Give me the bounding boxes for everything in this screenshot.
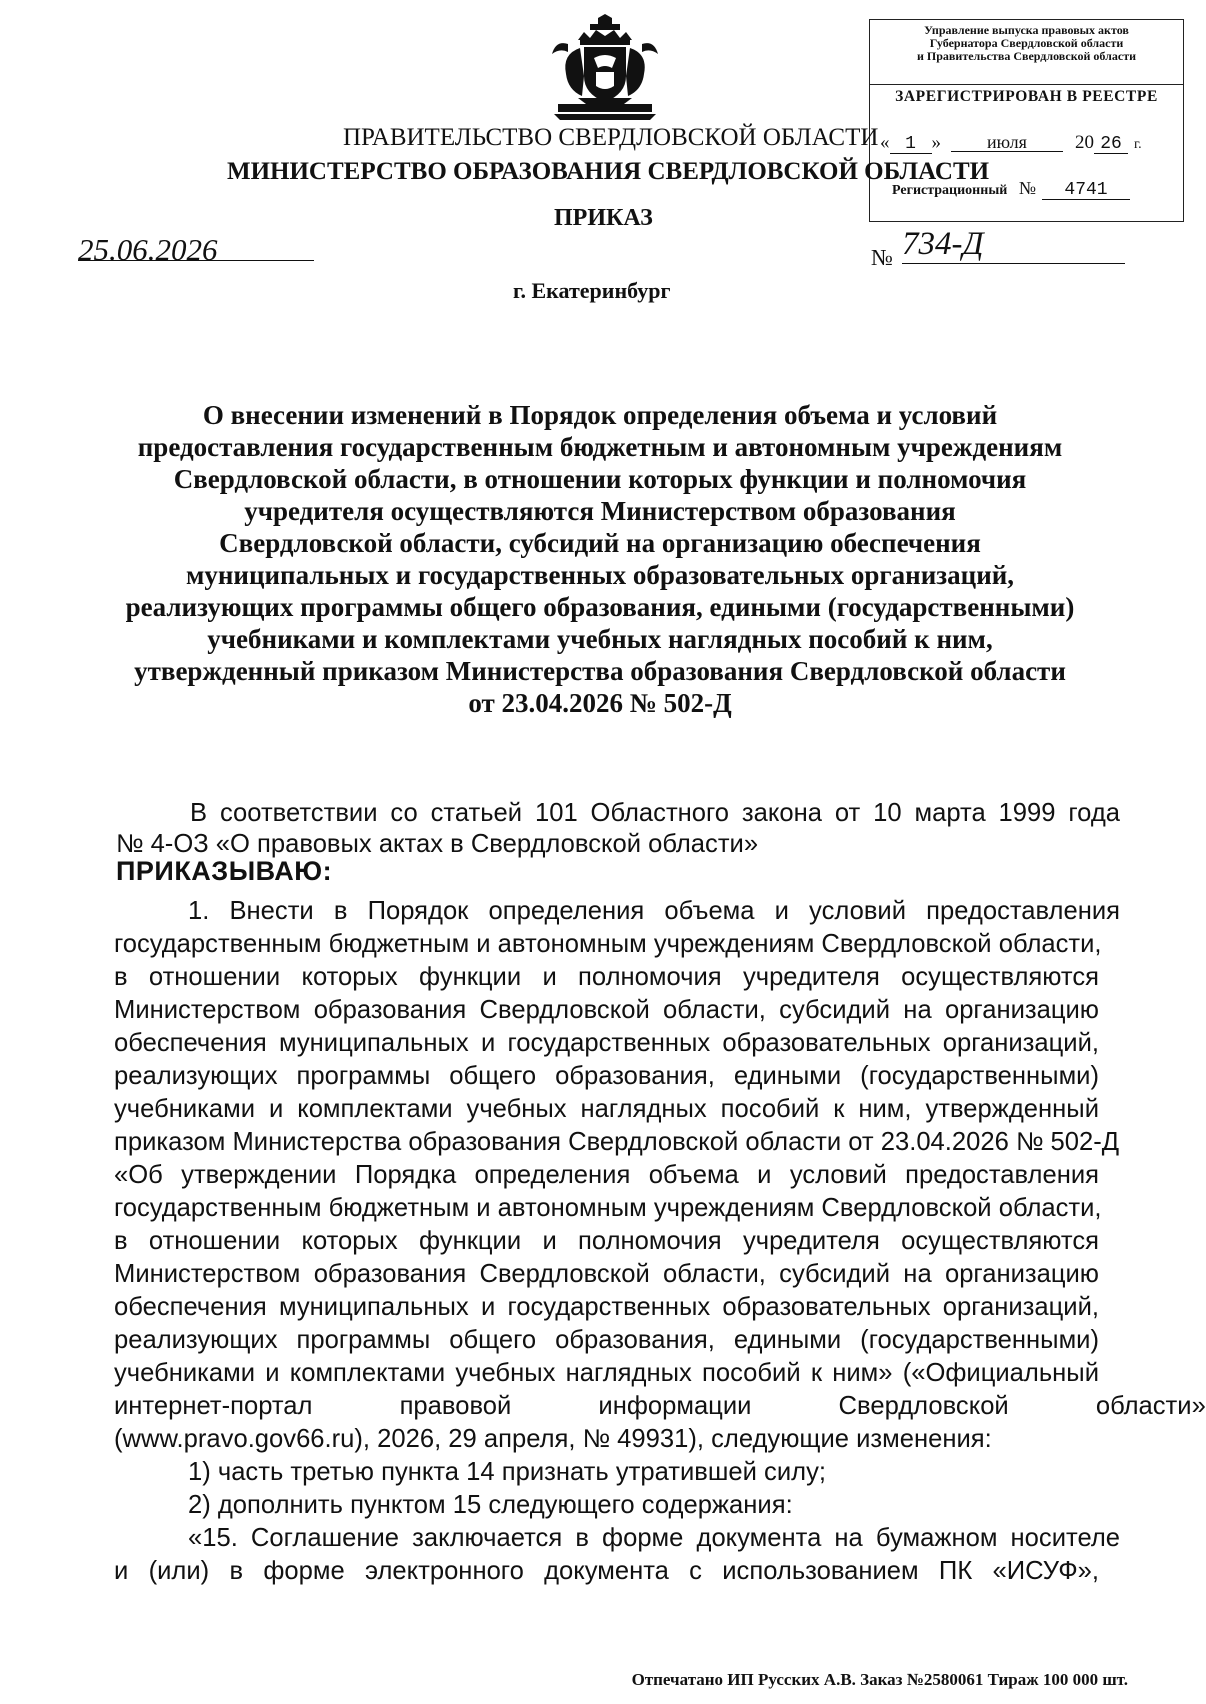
item1-line: (www.pravo.gov66.ru), 2026, 29 апреля, № 49931), следующие изменения: [114,1425,992,1453]
item1-line: 1. Внести в Порядок определения объема и условий предоставления [188,897,1120,925]
order-word: ПРИКАЗЫВАЮ: [116,856,333,886]
print-note: Отпечатано ИП Русских А.В. Заказ №2580061 Тираж 100 000 шт. [631,1670,1128,1689]
registry-department-line: и Правительства Свердловской области [917,49,1136,63]
item1-line: Министерством образования Свердловской области, субсидий на организацию [114,996,1099,1024]
subject-line: реализующих программы общего образования, едиными (государственными) [125,592,1075,622]
item1-line: в отношении которых функции и полномочия учредителя осуществляются [114,963,1099,991]
order-subject [100,399,1100,719]
preamble-line: В соответствии со статьей 101 Областного закона от 10 марта 1999 года [190,799,1120,827]
subject-line: предоставления государственным бюджетным и автономным учреждениям [137,432,1063,462]
order-date-handwritten: 25.06.2026 [78,232,218,267]
registry-department-line: Управление выпуска правовых актов [924,23,1129,37]
government-name: ПРАВИТЕЛЬСТВО СВЕРДЛОВСКОЙ ОБЛАСТИ [343,124,879,151]
preamble-line: № 4-ОЗ «О правовых актах в Свердловской области» [116,830,759,858]
item1-line: реализующих программы общего образования, едиными (государственными) [114,1062,1099,1090]
subject-line: от 23.04.2026 № 502-Д [468,688,732,718]
subject-line: учебниками и комплектами учебных наглядных пособий к ним, [207,624,993,654]
order-number-label: № [871,245,893,270]
registry-year-prefix: 20 [1075,132,1094,153]
registry-month: июля [951,133,1063,152]
coat-of-arms-emblem [538,14,672,122]
item1-line: учебниками и комплектами учебных наглядных пособий к ним, утвержденный [114,1095,1099,1123]
item1-line: приказом Министерства образования Свердловской области от 23.04.2026 № 502-Д [114,1128,1120,1156]
registry-stamp [869,19,1184,222]
registry-department-line: Губернатора Свердловской области [929,36,1124,50]
order-number-handwritten: 734-Д [902,226,984,262]
registry-title: ЗАРЕГИСТРИРОВАН В РЕЕСТРЕ [895,88,1158,105]
registry-department [870,24,1183,63]
registry-number-value: 4741 [1042,181,1130,200]
item1-line: Министерством образования Свердловской области, субсидий на организацию [114,1260,1099,1288]
registry-number-sign: № [1018,178,1037,198]
subject-line: утвержденный приказом Министерства образования Свердловской области [134,656,1066,686]
order-date-underline [78,260,314,261]
ministry-name: МИНИСТЕРСТВО ОБРАЗОВАНИЯ СВЕРДЛОВСКОЙ ОБЛАСТИ [227,158,990,185]
item1-line: учебниками и комплектами учебных наглядных пособий к ним» («Официальный [114,1359,1099,1387]
subitem-2: 2) дополнить пунктом 15 следующего содержания: [188,1491,793,1519]
order-number-underline [902,263,1125,264]
item1-line: государственным бюджетным и автономным учреждениям Свердловской области, [114,1194,1102,1222]
registry-year-unit: г. [1134,137,1142,152]
item1-line: реализующих программы общего образования, едиными (государственными) [114,1326,1099,1354]
registry-number-label: Регистрационный [892,183,1008,198]
item1-line: «Об утверждении Порядка определения объема и условий предоставления [114,1161,1099,1189]
item1-line: государственным бюджетным и автономным учреждениям Свердловской области, [114,930,1102,958]
subitem-1: 1) часть третью пункта 14 признать утратившей силу; [188,1458,826,1486]
quote-line: и (или) в форме электронного документа с использованием ПК «ИСУФ», [114,1557,1099,1585]
quote-line: «15. Соглашение заключается в форме документа на бумажном носителе [188,1524,1120,1552]
subject-line: учредителя осуществляются Министерством образования [244,496,956,526]
item1-line: в отношении которых функции и полномочия учредителя осуществляются [114,1227,1099,1255]
item1-line: интернет-портал правовой информации Свердловской области» [114,1392,1206,1420]
registry-day: 1 [890,135,932,154]
registry-year-suffix: 26 [1094,135,1128,154]
subject-line: муниципальных и государственных образовательных организаций, [185,560,1015,590]
registry-date: « 1 » июля 20 26 г. [880,132,1142,154]
city: г. Екатеринбург [513,278,671,303]
subject-line: О внесении изменений в Порядок определения объема и условий [202,400,998,430]
registry-divider [870,84,1183,85]
subject-line: Свердловской области, в отношении которых функции и полномочия [173,464,1027,494]
item1-line: обеспечения муниципальных и государственных образовательных организаций, [114,1029,1099,1057]
subject-line: Свердловской области, субсидий на организацию обеспечения [219,528,981,558]
document-type: ПРИКАЗ [554,205,653,231]
item1-line: обеспечения муниципальных и государственных образовательных организаций, [114,1293,1099,1321]
